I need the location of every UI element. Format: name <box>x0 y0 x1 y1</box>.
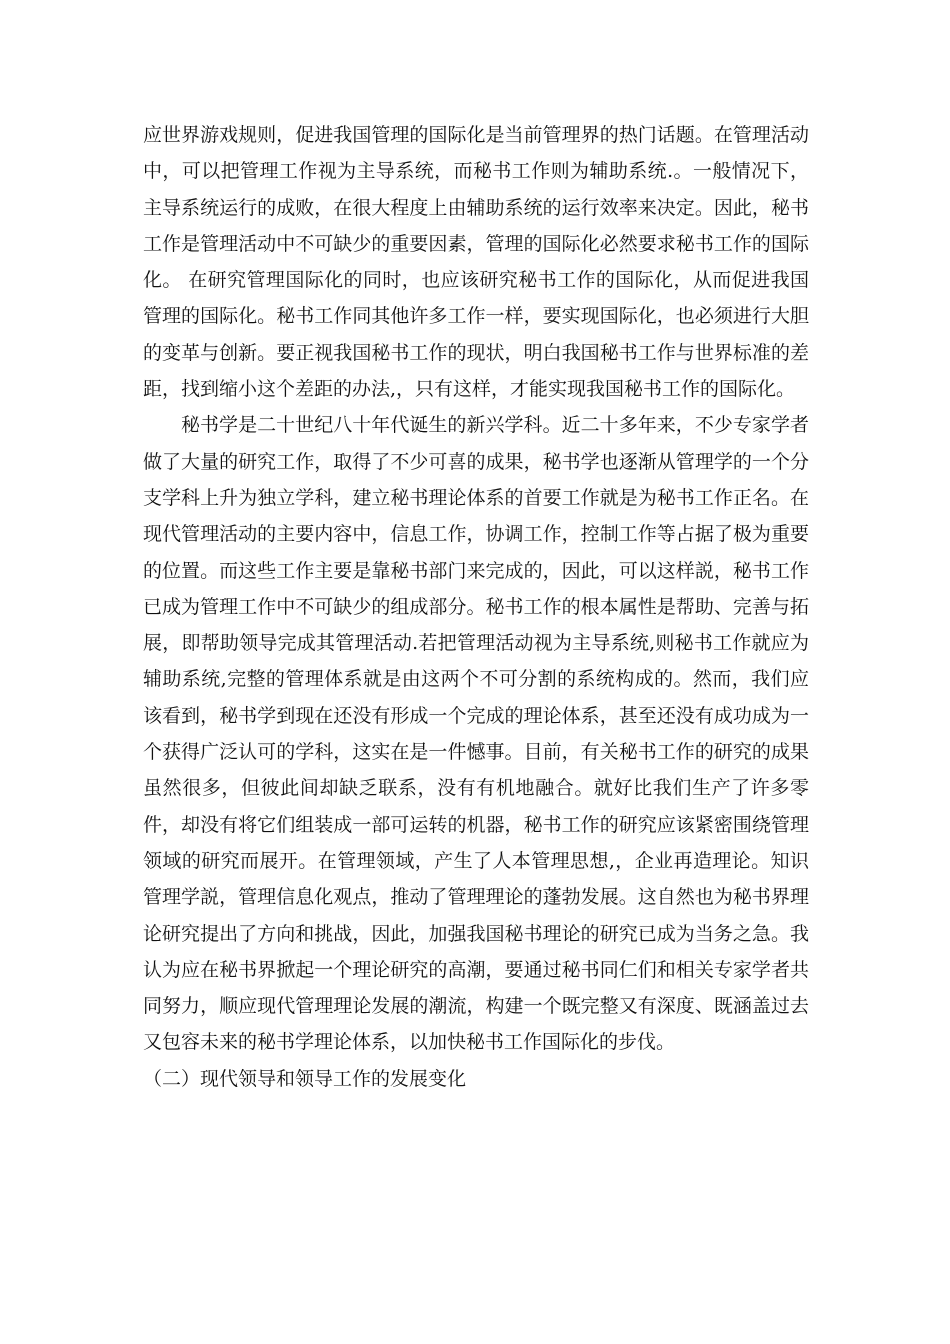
paragraph-continuation: 应世界游戏规则，促进我国管理的国际化是当前管理界的热门话题。在管理活动中，可以把管理工作视为主导系统，而秘书工作则为辅助系统.。一般情况下，主导系统运行的成败，在很大程度上由辅助系统的运行效率来决定。因此，秘书工作是管理活动中不可缺少的重要因素，管理的国际化必然要求秘书工作的国际化。 在研究管理国际化的同时，也应该研究秘书工作的国际化，从而促进我国管理的国际化。秘书工作同其他许多工作一样，要实现国际化，也必须进行大胆的变革与创新。要正视我国秘书工作的现状，明白我国秘书工作与世界标准的差距，找到缩小这个差距的办法,，只有这样，才能实现我国秘书工作的国际化。 <box>143 124 809 401</box>
section-heading: （二）现代领导和领导工作的发展变化 <box>143 1067 467 1090</box>
paragraph-secretarial-studies: 秘书学是二十世纪八十年代诞生的新兴学科。近二十多年来，不少专家学者做了大量的研究工作，取得了不少可喜的成果，秘书学也逐渐从管理学的一个分支学科上升为独立学科，建立秘书理论体系的首要工作就是为秘书工作正名。在现代管理活动的主要内容中，信息工作，协调工作，控制工作等占据了极为重要的位置。而这些工作主要是靠秘书部门来完成的，因此，可以这样説，秘书工作已成为管理工作中不可缺少的组成部分。秘书工作的根本属性是帮助、完善与拓展，即帮助领导完成其管理活动.若把管理活动视为主导系统,则秘书工作就应为辅助系统,完整的管理体系就是由这两个不可分割的系统构成的。然而，我们应该看到，秘书学到现在还没有形成一个完成的理论体系，甚至还没有成功成为一个获得广泛认可的学科，这实在是一件憾事。目前，有关秘书工作的研究的成果虽然很多，但彼此间却缺乏联系，没有有机地融合。就好比我们生产了许多零件，却没有将它们组装成一部可运转的机器，秘书工作的研究应该紧密围绕管理领域的研究而展开。在管理领域，产生了人本管理思想,，企业再造理论。知识管理学説，管理信息化观点，推动了管理理论的蓬勃发展。这自然也为秘书界理论研究提出了方向和挑战，因此，加强我国秘书理论的研究已成为当务之急。我认为应在秘书界掀起一个理论研究的高潮，要通过秘书同仁们和相关专家学者共同努力，顺应现代管理理论发展的潮流，构建一个既完整又有深度、既涵盖过去又包容未来的秘书学理论体系，以加快秘书工作国际化的步伐。 <box>143 414 809 1054</box>
document-body <box>143 117 809 1097</box>
